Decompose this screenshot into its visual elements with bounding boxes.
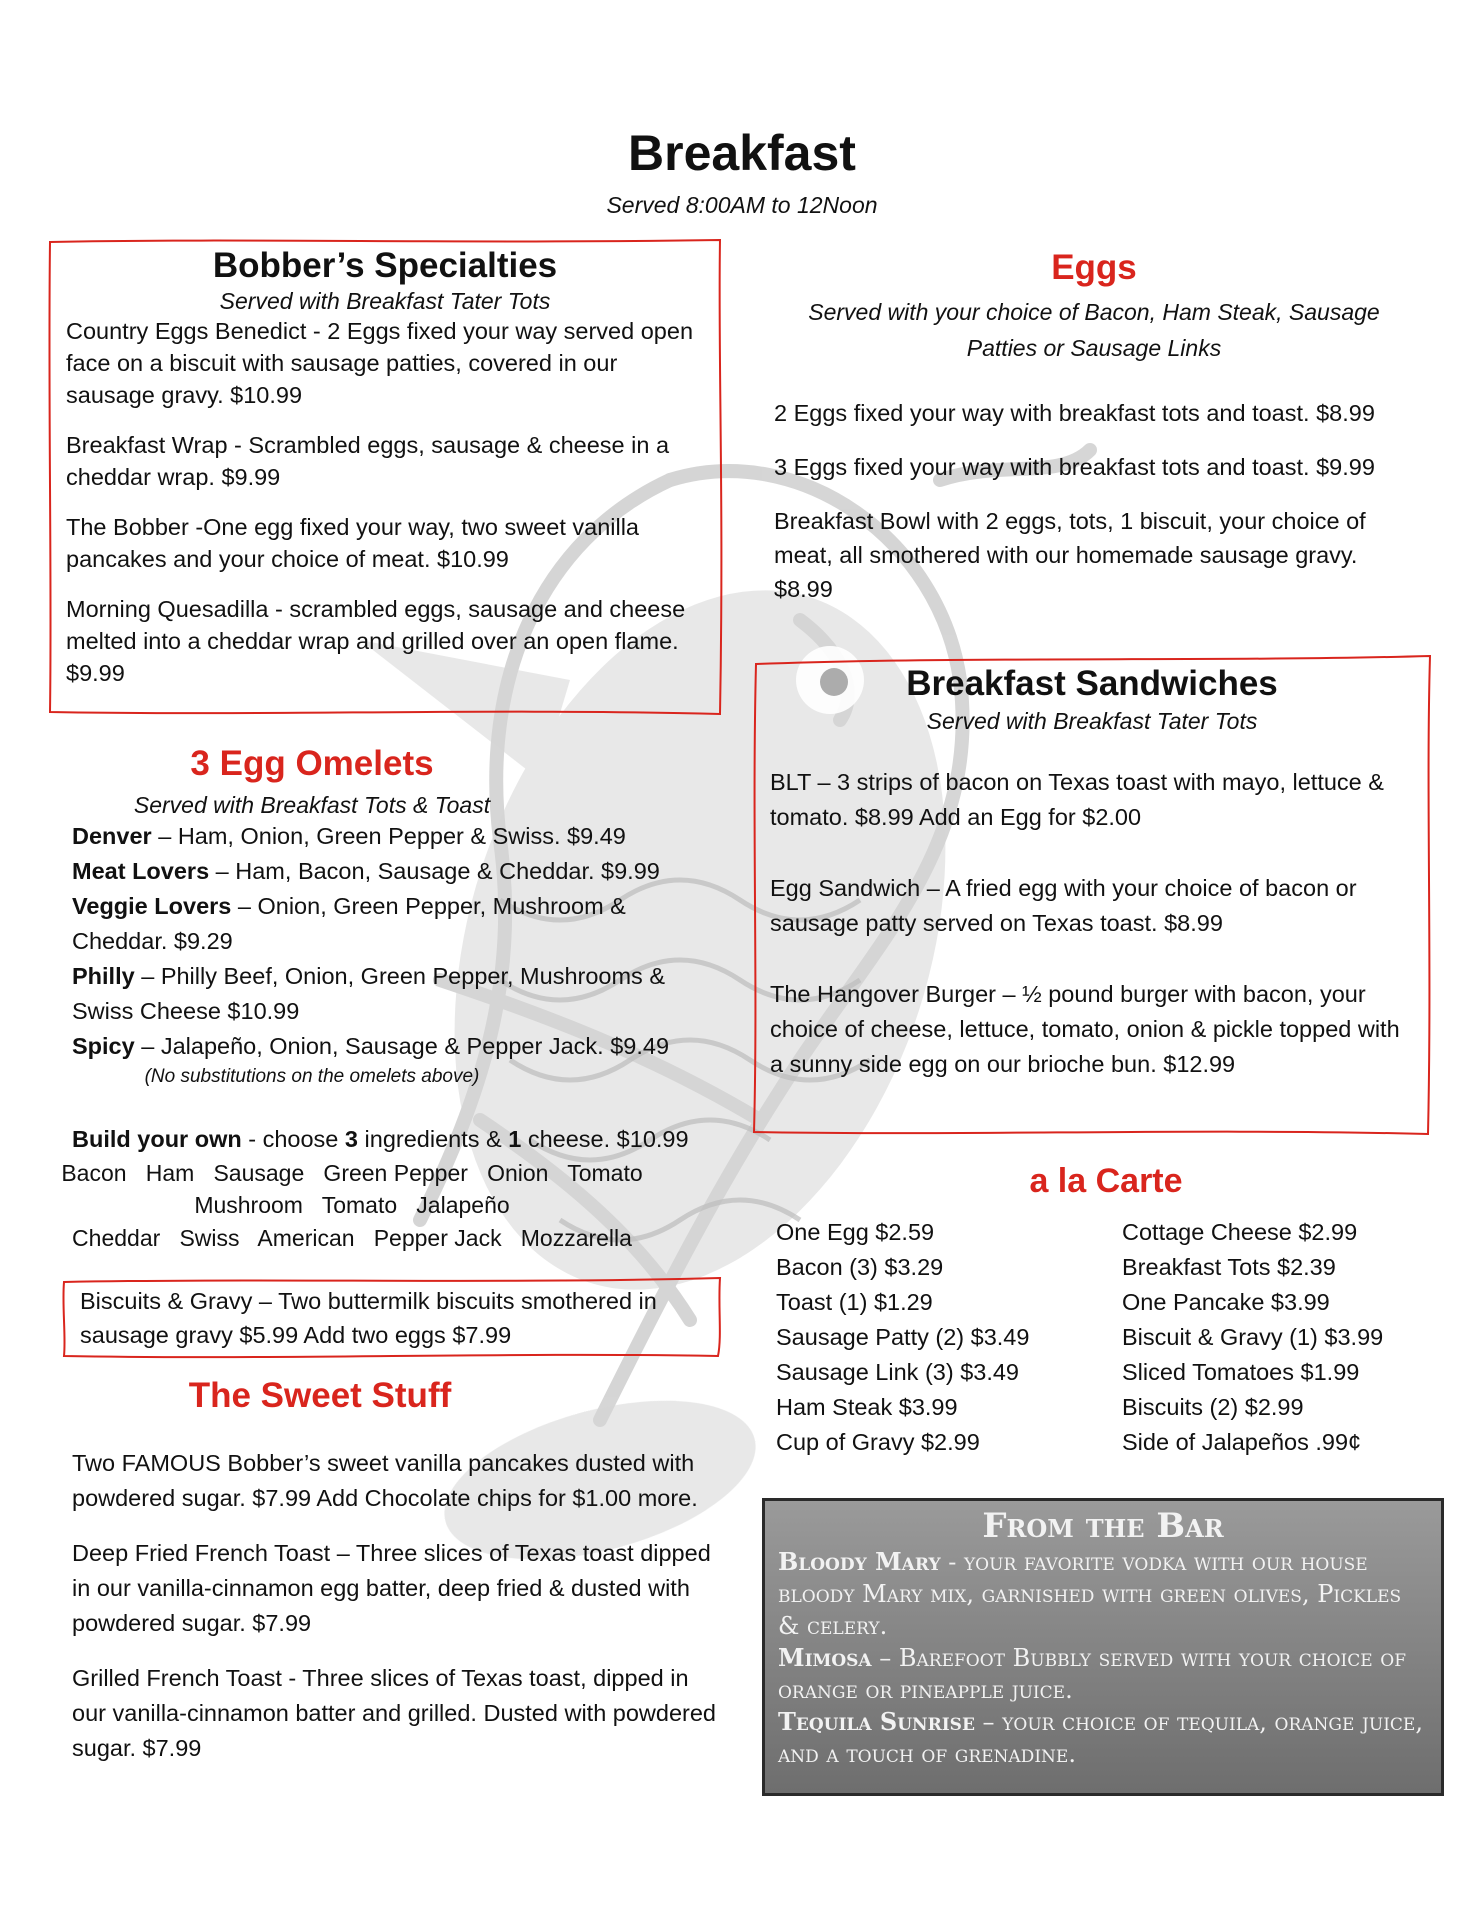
biscuits-text: Biscuits & Gravy – Two buttermilk biscuits smothered in sausage gravy $5.99 Add two eggs $7.99 (80, 1288, 657, 1348)
sweet-item: Two FAMOUS Bobber’s sweet vanilla pancakes dusted with powdered sugar. $7.99 Add Chocolate chips for $1.00 more. (72, 1450, 698, 1511)
ingredients-row: Mushroom Tomato Jalapeño (194, 1192, 510, 1218)
sweet-title: The Sweet Stuff (188, 1376, 452, 1415)
omelet-item: Meat Lovers – Ham, Bacon, Sausage & Cheddar. $9.99 (72, 858, 660, 884)
omelet-item: Denver – Ham, Onion, Green Pepper & Swiss. $9.49 (72, 823, 626, 849)
specialties-box (48, 238, 722, 716)
carte-section (776, 1162, 1436, 1465)
bar-title: From the Bar (982, 1506, 1224, 1546)
biscuits-box (62, 1276, 722, 1360)
bar-item: Mimosa – Barefoot Bubbly served with your choice of orange or pineapple juice. (778, 1643, 1407, 1704)
carte-item: Sliced Tomatoes $1.99 (1122, 1359, 1360, 1385)
carte-item: One Egg $2.59 (776, 1219, 935, 1245)
specialty-item: Breakfast Wrap - Scrambled eggs, sausage & cheese in a cheddar wrap. $9.99 (66, 432, 670, 490)
eggs-item: 2 Eggs fixed your way with breakfast tots and toast. $8.99 (774, 400, 1375, 426)
bar-item: Tequila Sunrise – your choice of tequila, orange juice, and a touch of grenadine. (778, 1707, 1423, 1768)
omelets-note: (No substitutions on the omelets above) (144, 1066, 480, 1087)
specialty-item: Country Eggs Benedict - 2 Eggs fixed your way served open face on a biscuit with sausage patties, covered in our sausage gravy. $10.99 (66, 318, 694, 408)
carte-right-column (1122, 1215, 1383, 1460)
specialty-item: Morning Quesadilla - scrambled eggs, sausage and cheese melted into a cheddar wrap and grilled over an open flame. $9.99 (66, 596, 686, 686)
eggs-item: Breakfast Bowl with 2 eggs, tots, 1 biscuit, your choice of meat, all smothered with our homemade sausage gravy. $8.99 (774, 508, 1366, 602)
sweet-item: Grilled French Toast - Three slices of Texas toast, dipped in our vanilla-cinnamon batter and grilled. Dusted with powdered sugar. $7.99 (72, 1665, 717, 1761)
carte-item: Side of Jalapeños .99¢ (1122, 1429, 1362, 1455)
carte-item: Ham Steak $3.99 (776, 1394, 958, 1420)
eggs-subtitle: Served with your choice of Bacon, Ham Steak, Sausage Patties or Sausage Links (808, 299, 1380, 361)
omelet-item: Philly – Philly Beef, Onion, Green Pepper, Mushrooms & Swiss Cheese $10.99 (72, 963, 666, 1024)
carte-item: Sausage Link (3) $3.49 (776, 1359, 1019, 1385)
omelets-section (61, 744, 712, 1255)
specialties-subtitle: Served with Breakfast Tater Tots (219, 288, 551, 314)
omelets-subtitle: Served with Breakfast Tots & Toast (133, 792, 491, 818)
sandwich-item: The Hangover Burger – ½ pound burger with bacon, your choice of cheese, lettuce, tomato, onion & pickle topped with a sunny side egg on our brioche bun. $12.99 (770, 981, 1400, 1077)
carte-item: Cup of Gravy $2.99 (776, 1429, 980, 1455)
sandwiches-box (752, 654, 1432, 1136)
sandwich-item: Egg Sandwich – A fried egg with your choice of bacon or sausage patty served on Texas toast. $8.99 (770, 875, 1357, 936)
omelet-item: Veggie Lovers – Onion, Green Pepper, Mushroom & Cheddar. $9.29 (72, 893, 626, 954)
sandwiches-subtitle: Served with Breakfast Tater Tots (926, 708, 1258, 734)
sandwich-item: BLT – 3 strips of bacon on Texas toast with mayo, lettuce & tomato. $8.99 Add an Egg for $2.00 (770, 769, 1384, 830)
service-hours: Served 8:00AM to 12Noon (606, 192, 878, 218)
specialties-title: Bobber’s Specialties (212, 246, 558, 285)
carte-item: One Pancake $3.99 (1122, 1289, 1330, 1315)
eggs-title: Eggs (1051, 248, 1137, 287)
carte-item: Breakfast Tots $2.39 (1122, 1254, 1336, 1280)
specialty-item: The Bobber -One egg fixed your way, two sweet vanilla pancakes and your choice of meat. $10.99 (66, 514, 639, 572)
carte-title: a la Carte (1029, 1162, 1183, 1200)
carte-item: Toast (1) $1.29 (776, 1289, 933, 1315)
carte-item: Biscuits (2) $2.99 (1122, 1394, 1304, 1420)
carte-item: Bacon (3) $3.29 (776, 1254, 944, 1280)
ingredients-row: Bacon Ham Sausage Green Pepper Onion Tomato (61, 1160, 643, 1186)
eggs-section (774, 248, 1414, 606)
omelets-title: 3 Egg Omelets (190, 744, 434, 783)
omelet-item: Spicy – Jalapeño, Onion, Sausage & Pepper Jack. $9.49 (72, 1033, 670, 1059)
sandwiches-title: Breakfast Sandwiches (906, 664, 1278, 703)
page-header (0, 122, 1484, 219)
sweet-item: Deep Fried French Toast – Three slices of Texas toast dipped in our vanilla-cinnamon egg batter, deep fried & dusted with powdered sugar. $7.99 (72, 1540, 711, 1636)
bar-box (762, 1498, 1444, 1796)
eggs-item: 3 Eggs fixed your way with breakfast tots and toast. $9.99 (774, 454, 1375, 480)
carte-item: Biscuit & Gravy (1) $3.99 (1122, 1324, 1384, 1350)
carte-left-column (776, 1215, 1029, 1460)
build-your-own: Build your own - choose 3 ingredients & 1 cheese. $10.99 (72, 1126, 689, 1152)
sweet-section (72, 1376, 722, 1766)
bar-item: Bloody Mary - your favorite vodka with our house bloody Mary mix, garnished with green olives, Pickles & celery. (778, 1547, 1402, 1640)
cheeses-row: Cheddar Swiss American Pepper Jack Mozzarella (72, 1225, 632, 1251)
page-title: Breakfast (628, 125, 856, 181)
carte-item: Cottage Cheese $2.99 (1122, 1219, 1358, 1245)
carte-item: Sausage Patty (2) $3.49 (776, 1324, 1030, 1350)
